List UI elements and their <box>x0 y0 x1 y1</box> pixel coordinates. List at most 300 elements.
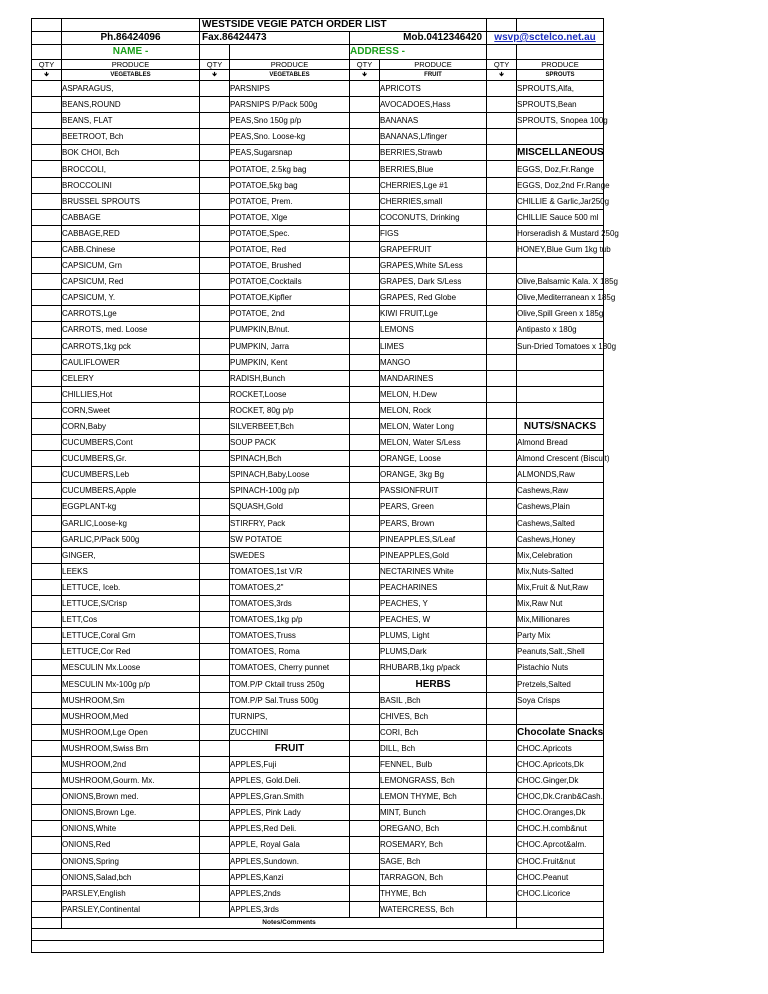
qty-cell[interactable] <box>32 209 62 225</box>
qty-cell[interactable] <box>350 402 380 418</box>
produce-cell: POTATOE, 2nd <box>230 306 350 322</box>
qty-cell[interactable] <box>350 322 380 338</box>
category-header: VEGETABLES <box>62 70 200 81</box>
qty-cell[interactable] <box>200 418 230 434</box>
sheet-title: WESTSIDE VEGIE PATCH ORDER LIST <box>200 19 487 32</box>
qty-cell[interactable] <box>200 193 230 209</box>
produce-cell <box>517 129 604 145</box>
produce-cell: MUSHROOM,Sm <box>62 692 200 708</box>
qty-cell[interactable] <box>32 306 62 322</box>
produce-cell: Cashews,Raw <box>517 483 604 499</box>
produce-cell: APPLE, Royal Gala <box>230 837 350 853</box>
qty-cell[interactable] <box>487 402 517 418</box>
qty-cell[interactable] <box>487 660 517 676</box>
notes-label: Notes/Comments <box>62 917 517 928</box>
qty-cell[interactable] <box>487 531 517 547</box>
qty-cell[interactable] <box>487 81 517 97</box>
qty-cell[interactable] <box>350 97 380 113</box>
qty-cell[interactable] <box>32 225 62 241</box>
qty-cell[interactable] <box>487 274 517 290</box>
qty-cell[interactable] <box>487 869 517 885</box>
qty-cell[interactable] <box>350 209 380 225</box>
qty-cell[interactable] <box>350 869 380 885</box>
qty-cell[interactable] <box>200 563 230 579</box>
produce-cell: KIWI FRUIT,Lge <box>380 306 487 322</box>
qty-cell[interactable] <box>32 805 62 821</box>
qty-cell[interactable] <box>487 241 517 257</box>
qty-cell[interactable] <box>200 129 230 145</box>
qty-cell[interactable] <box>200 306 230 322</box>
category-header: SPROUTS <box>517 70 604 81</box>
qty-cell[interactable] <box>32 402 62 418</box>
qty-cell[interactable] <box>32 885 62 901</box>
qty-cell[interactable] <box>32 113 62 129</box>
table-row <box>32 612 604 628</box>
qty-cell[interactable] <box>32 821 62 837</box>
qty-cell[interactable] <box>350 547 380 563</box>
produce-cell: CHOC.Peanut <box>517 869 604 885</box>
qty-cell[interactable] <box>350 563 380 579</box>
qty-cell[interactable] <box>350 708 380 724</box>
qty-cell[interactable] <box>350 692 380 708</box>
qty-cell[interactable] <box>487 644 517 660</box>
produce-cell: ROSEMARY, Bch <box>380 837 487 853</box>
qty-cell[interactable] <box>487 724 517 740</box>
produce-cell: APPLES, Pink Lady <box>230 805 350 821</box>
qty-cell[interactable] <box>487 418 517 434</box>
qty-cell[interactable] <box>200 789 230 805</box>
qty-cell[interactable] <box>487 499 517 515</box>
qty-cell[interactable] <box>350 756 380 772</box>
qty-cell[interactable] <box>32 740 62 756</box>
qty-cell[interactable] <box>350 499 380 515</box>
produce-cell: BEETROOT, Bch <box>62 129 200 145</box>
produce-cell: ONIONS,Spring <box>62 853 200 869</box>
produce-cell: LETTUCE,Coral Grn <box>62 628 200 644</box>
qty-cell[interactable] <box>200 644 230 660</box>
qty-cell[interactable] <box>200 322 230 338</box>
down-arrow-icon: 🡻 <box>487 70 517 81</box>
qty-cell[interactable] <box>32 274 62 290</box>
qty-cell[interactable] <box>32 724 62 740</box>
produce-cell: BEANS, FLAT <box>62 113 200 129</box>
qty-cell[interactable] <box>350 467 380 483</box>
qty-cell[interactable] <box>487 612 517 628</box>
qty-cell[interactable] <box>32 193 62 209</box>
qty-cell[interactable] <box>32 435 62 451</box>
produce-cell: Party Mix <box>517 628 604 644</box>
qty-cell[interactable] <box>200 676 230 692</box>
qty-cell[interactable] <box>350 531 380 547</box>
qty-cell[interactable] <box>487 676 517 692</box>
qty-cell[interactable] <box>32 97 62 113</box>
qty-cell[interactable] <box>200 435 230 451</box>
qty-cell[interactable] <box>350 676 380 692</box>
qty-cell[interactable] <box>32 515 62 531</box>
produce-cell: SOUP PACK <box>230 435 350 451</box>
qty-cell[interactable] <box>200 740 230 756</box>
qty-cell[interactable] <box>200 901 230 917</box>
qty-cell[interactable] <box>487 853 517 869</box>
qty-cell[interactable] <box>350 805 380 821</box>
produce-cell: EGGS, Doz,2nd Fr.Range <box>517 177 604 193</box>
qty-cell[interactable] <box>487 821 517 837</box>
table-row <box>32 113 604 129</box>
qty-cell[interactable] <box>200 467 230 483</box>
produce-cell: Cashews,Honey <box>517 531 604 547</box>
qty-cell[interactable] <box>350 821 380 837</box>
table-row <box>32 129 604 145</box>
qty-cell[interactable] <box>32 129 62 145</box>
qty-cell[interactable] <box>487 322 517 338</box>
address-field[interactable] <box>517 45 604 60</box>
blank-cell <box>62 19 200 32</box>
qty-cell[interactable] <box>32 660 62 676</box>
qty-cell[interactable] <box>487 161 517 177</box>
qty-cell[interactable] <box>487 435 517 451</box>
produce-cell: GINGER, <box>62 547 200 563</box>
qty-cell[interactable] <box>200 547 230 563</box>
qty-cell[interactable] <box>487 145 517 161</box>
qty-cell[interactable] <box>200 161 230 177</box>
qty-cell[interactable] <box>350 274 380 290</box>
qty-cell[interactable] <box>200 531 230 547</box>
qty-cell[interactable] <box>200 209 230 225</box>
qty-cell[interactable] <box>487 837 517 853</box>
qty-cell[interactable] <box>350 853 380 869</box>
qty-cell[interactable] <box>350 483 380 499</box>
qty-cell[interactable] <box>350 901 380 917</box>
table-row <box>32 97 604 113</box>
qty-cell[interactable] <box>350 579 380 595</box>
qty-cell[interactable] <box>32 789 62 805</box>
produce-cell: CHOC.Ginger,Dk <box>517 773 604 789</box>
qty-cell[interactable] <box>200 499 230 515</box>
address-field[interactable] <box>487 45 517 60</box>
qty-cell[interactable] <box>350 113 380 129</box>
qty-cell[interactable] <box>487 547 517 563</box>
qty-cell[interactable] <box>32 563 62 579</box>
name-field[interactable] <box>230 45 350 60</box>
qty-cell[interactable] <box>350 837 380 853</box>
qty-cell[interactable] <box>487 740 517 756</box>
produce-cell: Mix,Fruit & Nut,Raw <box>517 579 604 595</box>
qty-cell[interactable] <box>32 418 62 434</box>
produce-cell: MUSHROOM,Swiss Brn <box>62 740 200 756</box>
qty-cell[interactable] <box>32 547 62 563</box>
produce-cell: HONEY,Blue Gum 1kg tub <box>517 241 604 257</box>
qty-cell[interactable] <box>200 756 230 772</box>
qty-cell[interactable] <box>32 853 62 869</box>
qty-cell[interactable] <box>350 145 380 161</box>
qty-cell[interactable] <box>32 467 62 483</box>
order-sheet <box>31 18 619 953</box>
qty-cell[interactable] <box>487 451 517 467</box>
qty-cell[interactable] <box>487 306 517 322</box>
qty-cell[interactable] <box>32 370 62 386</box>
qty-cell[interactable] <box>200 773 230 789</box>
produce-cell: MANGO <box>380 354 487 370</box>
qty-cell[interactable] <box>32 451 62 467</box>
produce-cell: CHOC.Apricots,Dk <box>517 756 604 772</box>
table-row <box>32 290 604 306</box>
produce-cell: CARROTS,1kg pck <box>62 338 200 354</box>
qty-cell[interactable] <box>200 837 230 853</box>
produce-cell: CABBAGE,RED <box>62 225 200 241</box>
mobile-number: Mob.0412346420 <box>350 32 487 45</box>
qty-header: QTY <box>32 60 62 70</box>
qty-cell[interactable] <box>200 145 230 161</box>
qty-cell[interactable] <box>32 901 62 917</box>
qty-cell[interactable] <box>32 628 62 644</box>
email-link[interactable]: wsvp@sctelco.net.au <box>487 32 604 45</box>
qty-cell[interactable] <box>200 113 230 129</box>
qty-cell[interactable] <box>487 370 517 386</box>
qty-cell[interactable] <box>200 579 230 595</box>
qty-cell[interactable] <box>350 724 380 740</box>
produce-cell: TOMATOES,Truss <box>230 628 350 644</box>
name-label: NAME - <box>62 45 200 60</box>
qty-cell[interactable] <box>32 322 62 338</box>
qty-cell[interactable] <box>487 386 517 402</box>
qty-cell[interactable] <box>200 724 230 740</box>
qty-cell[interactable] <box>487 467 517 483</box>
qty-cell[interactable] <box>200 354 230 370</box>
qty-cell[interactable] <box>350 258 380 274</box>
produce-cell: Mix,Raw Nut <box>517 596 604 612</box>
produce-cell: BOK CHOI, Bch <box>62 145 200 161</box>
qty-cell[interactable] <box>200 97 230 113</box>
qty-cell[interactable] <box>350 789 380 805</box>
qty-cell[interactable] <box>200 451 230 467</box>
table-row <box>32 531 604 547</box>
qty-cell[interactable] <box>350 435 380 451</box>
qty-cell[interactable] <box>487 579 517 595</box>
produce-cell: Mix,Millionares <box>517 612 604 628</box>
produce-cell: LETTUCE,Cor Red <box>62 644 200 660</box>
produce-cell: PEACHES, W <box>380 612 487 628</box>
qty-cell[interactable] <box>200 805 230 821</box>
produce-cell: FENNEL, Bulb <box>380 756 487 772</box>
produce-cell: LEMON THYME, Bch <box>380 789 487 805</box>
qty-cell[interactable] <box>32 177 62 193</box>
qty-cell[interactable] <box>200 370 230 386</box>
produce-cell: BERRIES,Blue <box>380 161 487 177</box>
qty-cell[interactable] <box>32 290 62 306</box>
name-field[interactable] <box>200 45 230 60</box>
qty-cell[interactable] <box>487 225 517 241</box>
produce-cell: Sun-Dried Tomatoes x 180g <box>517 338 604 354</box>
qty-cell[interactable] <box>350 885 380 901</box>
qty-cell[interactable] <box>32 258 62 274</box>
qty-cell[interactable] <box>350 161 380 177</box>
produce-cell: CHILLIE Sauce 500 ml <box>517 209 604 225</box>
qty-cell[interactable] <box>200 258 230 274</box>
produce-cell: CHOC.Oranges,Dk <box>517 805 604 821</box>
produce-cell: ONIONS,Red <box>62 837 200 853</box>
qty-cell[interactable] <box>200 177 230 193</box>
notes-field[interactable] <box>32 940 604 952</box>
qty-cell[interactable] <box>32 531 62 547</box>
qty-cell[interactable] <box>350 290 380 306</box>
produce-cell: SPROUTS,Bean <box>517 97 604 113</box>
qty-cell[interactable] <box>350 418 380 434</box>
qty-cell[interactable] <box>200 660 230 676</box>
qty-cell[interactable] <box>32 483 62 499</box>
qty-cell[interactable] <box>200 225 230 241</box>
qty-cell[interactable] <box>487 692 517 708</box>
qty-cell[interactable] <box>350 338 380 354</box>
qty-cell[interactable] <box>200 386 230 402</box>
produce-cell: CHOC.Licorice <box>517 885 604 901</box>
section-heading: MISCELLANEOUS <box>517 145 604 161</box>
qty-cell[interactable] <box>32 145 62 161</box>
qty-cell[interactable] <box>32 837 62 853</box>
qty-cell[interactable] <box>32 869 62 885</box>
qty-cell[interactable] <box>350 596 380 612</box>
qty-cell[interactable] <box>487 515 517 531</box>
qty-cell[interactable] <box>32 161 62 177</box>
qty-cell[interactable] <box>487 354 517 370</box>
produce-cell: APPLES,Fuji <box>230 756 350 772</box>
qty-cell[interactable] <box>350 241 380 257</box>
qty-cell[interactable] <box>200 515 230 531</box>
qty-cell[interactable] <box>32 612 62 628</box>
qty-cell[interactable] <box>487 338 517 354</box>
qty-cell[interactable] <box>350 740 380 756</box>
qty-cell[interactable] <box>487 756 517 772</box>
produce-cell: CHIVES, Bch <box>380 708 487 724</box>
qty-cell[interactable] <box>200 81 230 97</box>
qty-cell[interactable] <box>350 81 380 97</box>
qty-cell[interactable] <box>32 241 62 257</box>
produce-cell: PLUMS,Dark <box>380 644 487 660</box>
qty-cell[interactable] <box>487 805 517 821</box>
qty-cell[interactable] <box>32 708 62 724</box>
qty-cell[interactable] <box>350 628 380 644</box>
qty-cell[interactable] <box>32 756 62 772</box>
qty-cell[interactable] <box>200 628 230 644</box>
produce-cell: CARROTS,Lge <box>62 306 200 322</box>
qty-cell[interactable] <box>487 209 517 225</box>
qty-cell[interactable] <box>350 644 380 660</box>
qty-cell[interactable] <box>200 483 230 499</box>
qty-cell[interactable] <box>487 596 517 612</box>
qty-cell[interactable] <box>487 177 517 193</box>
qty-cell[interactable] <box>350 660 380 676</box>
produce-cell: NECTARINES White <box>380 563 487 579</box>
table-row <box>32 435 604 451</box>
produce-cell: WATERCRESS, Bch <box>380 901 487 917</box>
produce-cell: BASIL ,Bch <box>380 692 487 708</box>
qty-cell[interactable] <box>200 596 230 612</box>
section-heading: FRUIT <box>230 740 350 756</box>
qty-cell[interactable] <box>487 901 517 917</box>
qty-cell[interactable] <box>487 483 517 499</box>
qty-cell[interactable] <box>350 515 380 531</box>
produce-cell: ORANGE, Loose <box>380 451 487 467</box>
section-heading: HERBS <box>380 676 487 692</box>
qty-cell[interactable] <box>487 113 517 129</box>
qty-cell[interactable] <box>487 628 517 644</box>
qty-cell[interactable] <box>350 612 380 628</box>
produce-cell: CHOC.Aprcot&alm. <box>517 837 604 853</box>
qty-cell[interactable] <box>200 708 230 724</box>
qty-cell[interactable] <box>32 644 62 660</box>
qty-cell[interactable] <box>200 885 230 901</box>
qty-cell[interactable] <box>487 708 517 724</box>
qty-cell[interactable] <box>487 258 517 274</box>
qty-cell[interactable] <box>32 81 62 97</box>
qty-cell[interactable] <box>350 129 380 145</box>
produce-cell: CORN,Sweet <box>62 402 200 418</box>
qty-cell[interactable] <box>32 499 62 515</box>
qty-cell[interactable] <box>487 129 517 145</box>
qty-cell[interactable] <box>200 290 230 306</box>
produce-cell: ONIONS,Brown med. <box>62 789 200 805</box>
produce-cell: CAPSICUM, Red <box>62 274 200 290</box>
table-row <box>32 499 604 515</box>
qty-cell[interactable] <box>200 612 230 628</box>
notes-field[interactable] <box>32 928 604 940</box>
produce-cell: CAPSICUM, Grn <box>62 258 200 274</box>
table-row <box>32 483 604 499</box>
qty-cell[interactable] <box>32 596 62 612</box>
table-row <box>32 869 604 885</box>
table-row <box>32 354 604 370</box>
qty-cell[interactable] <box>200 853 230 869</box>
qty-cell[interactable] <box>200 241 230 257</box>
table-row <box>32 547 604 563</box>
qty-cell[interactable] <box>487 563 517 579</box>
qty-cell[interactable] <box>487 789 517 805</box>
qty-cell[interactable] <box>350 306 380 322</box>
table-row <box>32 660 604 676</box>
qty-cell[interactable] <box>350 386 380 402</box>
qty-cell[interactable] <box>200 821 230 837</box>
qty-cell[interactable] <box>350 177 380 193</box>
qty-cell[interactable] <box>350 451 380 467</box>
qty-cell[interactable] <box>32 676 62 692</box>
qty-cell[interactable] <box>487 290 517 306</box>
qty-cell[interactable] <box>32 692 62 708</box>
qty-cell[interactable] <box>350 773 380 789</box>
qty-cell[interactable] <box>32 579 62 595</box>
table-row <box>32 579 604 595</box>
qty-cell[interactable] <box>350 354 380 370</box>
qty-cell[interactable] <box>350 370 380 386</box>
qty-cell[interactable] <box>32 773 62 789</box>
table-row <box>32 821 604 837</box>
qty-cell[interactable] <box>32 354 62 370</box>
qty-cell[interactable] <box>350 193 380 209</box>
qty-cell[interactable] <box>350 225 380 241</box>
qty-cell[interactable] <box>487 193 517 209</box>
qty-cell[interactable] <box>487 97 517 113</box>
qty-cell[interactable] <box>32 386 62 402</box>
qty-cell[interactable] <box>487 885 517 901</box>
qty-cell[interactable] <box>200 869 230 885</box>
qty-cell[interactable] <box>487 773 517 789</box>
qty-cell[interactable] <box>200 274 230 290</box>
qty-cell[interactable] <box>200 338 230 354</box>
qty-cell[interactable] <box>200 692 230 708</box>
produce-cell: CARROTS, med. Loose <box>62 322 200 338</box>
table-row <box>32 274 604 290</box>
qty-cell[interactable] <box>32 338 62 354</box>
produce-cell: SILVERBEET,Bch <box>230 418 350 434</box>
qty-cell[interactable] <box>200 402 230 418</box>
